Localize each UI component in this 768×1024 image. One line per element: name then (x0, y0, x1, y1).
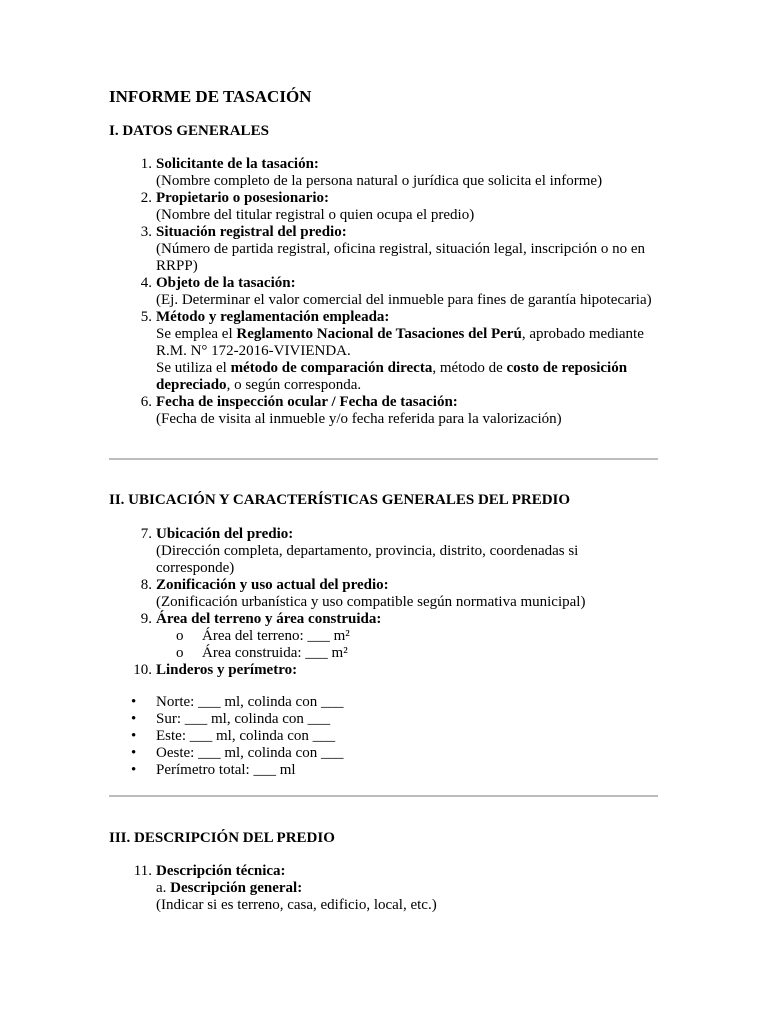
item-label: Linderos y perímetro: (156, 662, 298, 678)
list-item (109, 577, 659, 611)
list-item (109, 662, 659, 679)
sub-heading (156, 880, 659, 897)
item-label: Fecha de inspección ocular / Fecha de tasación: (156, 394, 458, 410)
section-1-list (109, 156, 659, 428)
bullet-item (109, 694, 659, 711)
item-description: (Indicar si es terreno, casa, edificio, local, etc.) (156, 897, 437, 913)
item-label: Propietario o posesionario: (156, 190, 330, 206)
item-label: Método y reglamentación empleada: (156, 309, 390, 325)
list-item (109, 611, 659, 662)
text-run: , método de (432, 360, 507, 376)
linderos-bullet-list (109, 694, 659, 779)
section-1-heading-block (109, 122, 659, 140)
item-number: 2. (140, 190, 152, 206)
item-description: (Ej. Determinar el valor comercial del inmueble para fines de garantía hipotecaria) (156, 292, 652, 308)
section-divider (109, 795, 658, 797)
section-3-list (109, 863, 659, 914)
circle-bullet-icon: o (176, 645, 184, 661)
item-label: Descripción técnica: (156, 863, 286, 879)
item-number: 3. (140, 224, 152, 240)
text-run: Se emplea el (156, 326, 237, 342)
method-name: método de comparación directa (230, 360, 433, 376)
item-label: Objeto de la tasación: (156, 275, 296, 291)
text-run: Se utiliza el (156, 360, 231, 376)
section-2-heading-block (109, 491, 659, 509)
bullet-text: Sur: ___ ml, colinda con ___ (156, 711, 331, 727)
item-label: Ubicación del predio: (156, 526, 294, 542)
item-label: Solicitante de la tasación: (156, 156, 319, 172)
section-2-heading: II. UBICACIÓN Y CARACTERÍSTICAS GENERALES DEL PREDIO (109, 492, 571, 508)
method-name: costo de reposición depreciado (156, 360, 628, 393)
list-item (109, 394, 659, 428)
regulation-name: Reglamento Nacional de Tasaciones del Perú (236, 326, 522, 342)
item-number: 7. (140, 526, 152, 542)
bullet-icon: • (131, 711, 137, 727)
item-description: (Dirección completa, departamento, provincia, distrito, coordenadas si corresponde) (156, 543, 579, 576)
section-3-heading: III. DESCRIPCIÓN DEL PREDIO (109, 830, 335, 846)
item-description: (Nombre del titular registral o quien ocupa el predio) (156, 207, 475, 223)
list-item (109, 224, 659, 275)
list-item (109, 190, 659, 224)
bullet-text: Oeste: ___ ml, colinda con ___ (156, 745, 344, 761)
bullet-icon: • (131, 762, 137, 778)
item-number: 11. (133, 863, 152, 879)
sub-list-item (156, 628, 659, 645)
item-description: (Nombre completo de la persona natural o jurídica que solicita el informe) (156, 173, 603, 189)
list-item (109, 863, 659, 914)
circle-bullet-icon: o (176, 628, 184, 644)
list-item (109, 275, 659, 309)
bullet-text: Norte: ___ ml, colinda con ___ (156, 694, 344, 710)
item-label: Área del terreno y área construida: (156, 611, 382, 627)
item-description: (Zonificación urbanística y uso compatible según normativa municipal) (156, 594, 586, 610)
sub-label: Descripción general: (170, 880, 303, 896)
sub-item-text: Área del terreno: ___ m² (202, 628, 350, 644)
item-number: 9. (140, 611, 152, 627)
sub-item-text: Área construida: ___ m² (202, 645, 348, 661)
section-divider (109, 458, 658, 460)
list-item (109, 309, 659, 394)
item-number: 10. (133, 662, 152, 678)
bullet-text: Perímetro total: ___ ml (156, 762, 296, 778)
item-number: 8. (140, 577, 152, 593)
list-item (109, 156, 659, 190)
bullet-text: Este: ___ ml, colinda con ___ (156, 728, 336, 744)
item-number: 5. (140, 309, 152, 325)
bullet-item (109, 762, 659, 779)
document-title: INFORME DE TASACIÓN (109, 87, 312, 106)
document-title-block (109, 87, 659, 107)
section-2-list (109, 526, 659, 679)
item-number: 1. (140, 156, 152, 172)
list-item (109, 526, 659, 577)
bullet-icon: • (131, 728, 137, 744)
text-run: , aprobado mediante R.M. N° 172-2016-VIVIENDA. (156, 326, 644, 359)
method-paragraph-1 (156, 326, 659, 360)
section-3-heading-block (109, 829, 659, 847)
bullet-item (109, 745, 659, 762)
bullet-icon: • (131, 694, 137, 710)
bullet-icon: • (131, 745, 137, 761)
sub-letter: a. (156, 880, 167, 896)
item-description: (Número de partida registral, oficina registral, situación legal, inscripción o no en RRPP) (156, 241, 646, 274)
text-run: , o según corresponda. (226, 377, 362, 393)
item-number: 6. (140, 394, 152, 410)
item-label: Zonificación y uso actual del predio: (156, 577, 389, 593)
method-paragraph-2 (156, 360, 659, 394)
bullet-item (109, 728, 659, 745)
item-description: (Fecha de visita al inmueble y/o fecha referida para la valorización) (156, 411, 562, 427)
item-number: 4. (140, 275, 152, 291)
item-label: Situación registral del predio: (156, 224, 347, 240)
bullet-item (109, 711, 659, 728)
sub-list-item (156, 645, 659, 662)
section-1-heading: I. DATOS GENERALES (109, 123, 269, 139)
